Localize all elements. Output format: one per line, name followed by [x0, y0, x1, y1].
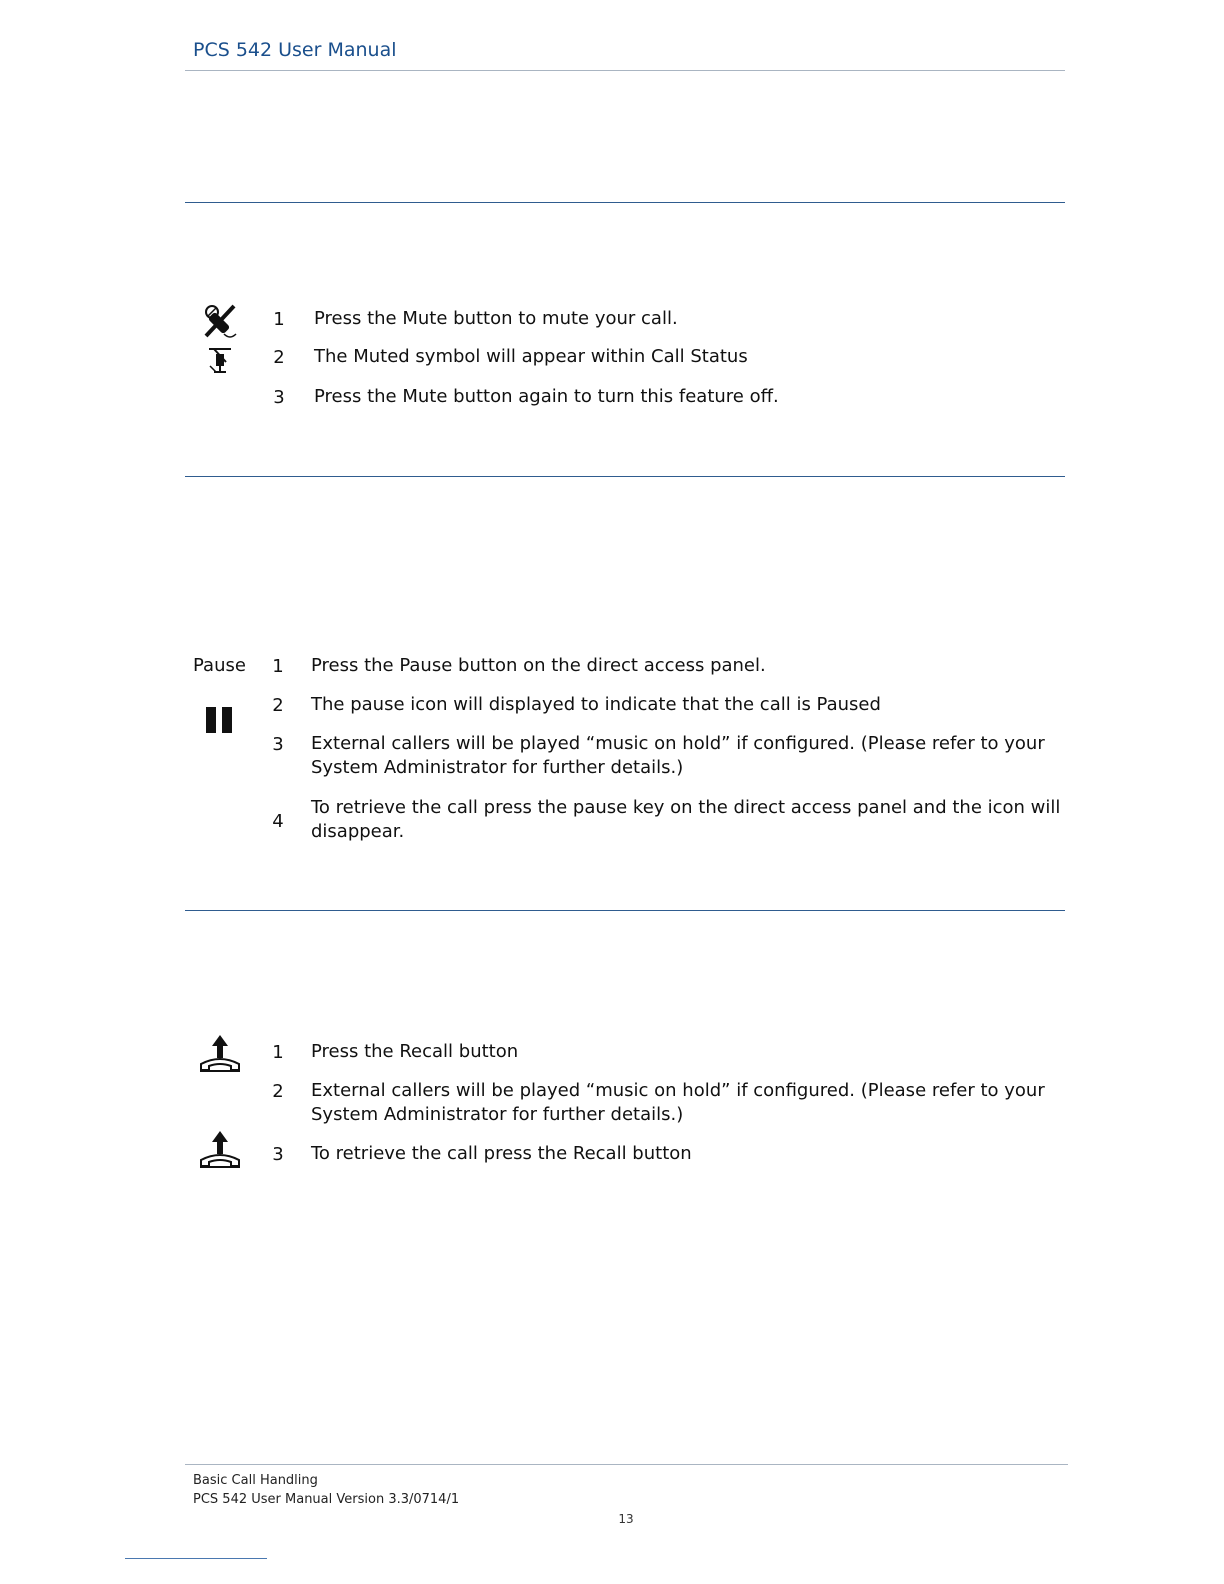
microphone-muted-icon	[200, 302, 240, 342]
section-divider	[185, 202, 1065, 203]
recall-step-number: 3	[272, 1144, 284, 1165]
footer-version: PCS 542 User Manual Version 3.3/0714/1	[193, 1492, 460, 1507]
recall-step-text: To retrieve the call press the Recall button	[311, 1143, 692, 1164]
pause-step-number: 2	[272, 695, 284, 716]
recall-step-text-continued: System Administrator for further details.)	[311, 1104, 684, 1125]
pause-step-text: To retrieve the call press the pause key on the direct access panel and the icon will	[311, 797, 1061, 818]
pause-icon	[205, 706, 233, 734]
footer-section-name: Basic Call Handling	[193, 1473, 318, 1488]
footer-divider	[185, 1464, 1068, 1465]
mute-step-number: 3	[273, 387, 285, 408]
pause-label: Pause	[193, 655, 246, 676]
recall-step-text: External callers will be played “music on hold” if configured. (Please refer to your	[311, 1080, 1045, 1101]
footnote-rule	[125, 1558, 267, 1559]
pause-step-number: 4	[272, 811, 284, 832]
recall-step-number: 1	[272, 1042, 284, 1063]
recall-step-number: 2	[272, 1081, 284, 1102]
pause-step-text: External callers will be played “music on hold” if configured. (Please refer to your	[311, 733, 1045, 754]
pause-step-number: 3	[272, 734, 284, 755]
section-divider	[185, 476, 1065, 477]
pause-step-text: The pause icon will displayed to indicate that the call is Paused	[311, 694, 881, 715]
page-header-title: PCS 542 User Manual	[193, 39, 397, 61]
recall-step-text: Press the Recall button	[311, 1041, 519, 1062]
section-divider	[185, 910, 1065, 911]
recall-icon	[197, 1130, 243, 1170]
mute-step-number: 1	[273, 309, 285, 330]
pause-step-text: Press the Pause button on the direct access panel.	[311, 655, 766, 676]
header-divider	[185, 70, 1065, 71]
pause-step-text-continued: System Administrator for further details.)	[311, 757, 684, 778]
pause-step-text-continued: disappear.	[311, 821, 405, 842]
mute-step-number: 2	[273, 347, 285, 368]
page-number: 13	[618, 1512, 634, 1526]
mute-step-text: Press the Mute button to mute your call.	[314, 308, 678, 329]
mute-step-text: The Muted symbol will appear within Call Status	[314, 346, 748, 367]
recall-icon	[197, 1034, 243, 1074]
muted-symbol-icon	[206, 346, 234, 374]
pause-step-number: 1	[272, 656, 284, 677]
mute-step-text: Press the Mute button again to turn this feature off.	[314, 386, 779, 407]
